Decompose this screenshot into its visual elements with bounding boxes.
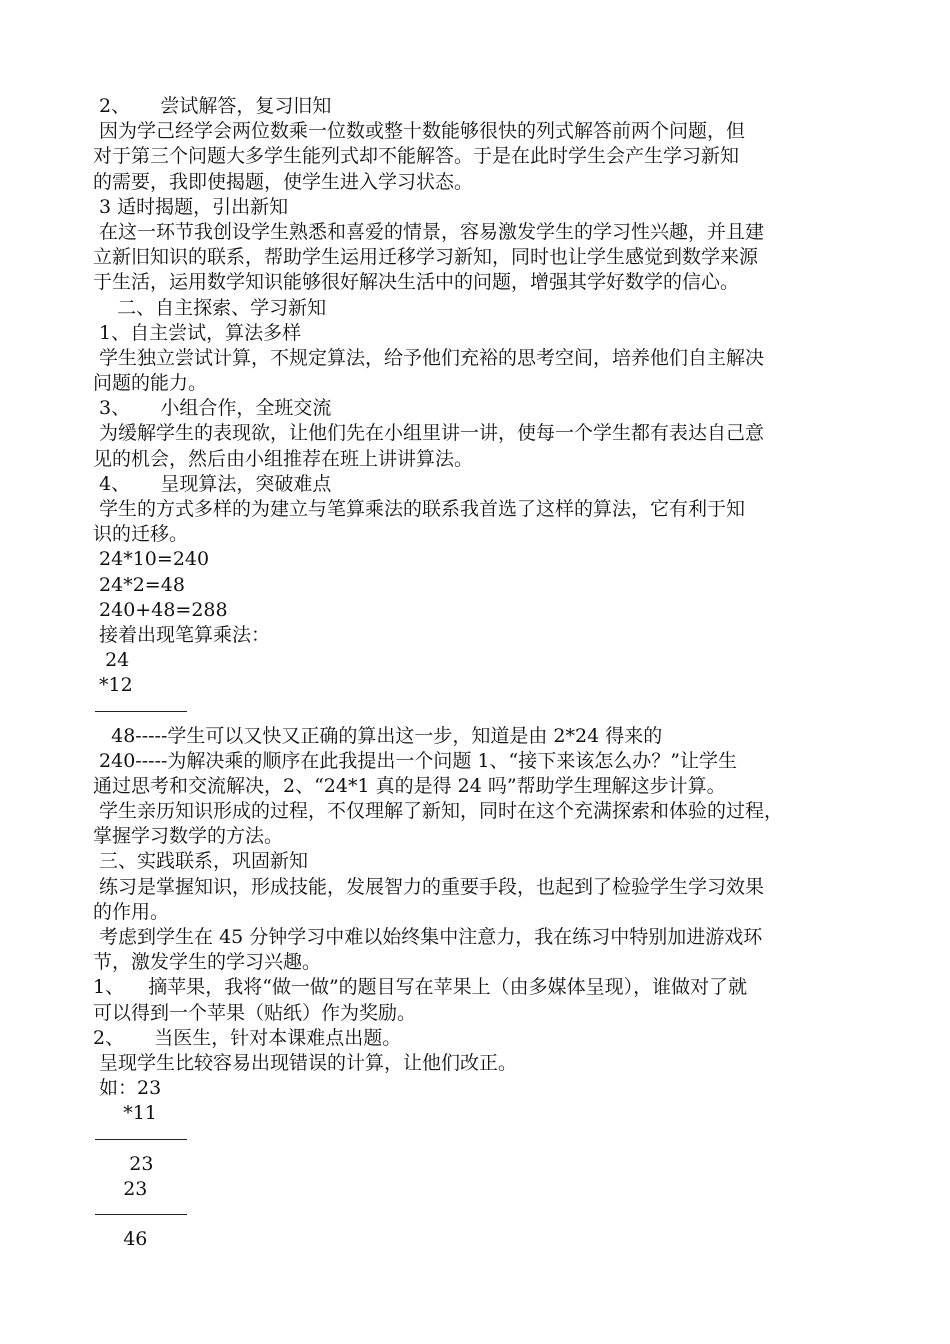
text-line: 24*2=48: [93, 573, 185, 596]
text-block-2: [93, 724, 873, 1127]
text-line: 2、 当医生，针对本课难点出题。: [93, 1026, 402, 1049]
text-line: 二、自主探索、学习新知: [93, 296, 327, 319]
text-block-1: [93, 94, 873, 699]
text-line: 问题的能力。: [93, 372, 208, 395]
text-line: 的作用。: [93, 900, 170, 923]
text-line: 240-----为解决乘的顺序在此我提出一个问题 1、“接下来该怎么办？”让学生: [93, 749, 737, 772]
text-line: 2、 尝试解答，复习旧知: [93, 95, 332, 117]
text-line: 接着出现笔算乘法：: [93, 623, 271, 646]
text-line: 在这一环节我创设学生熟悉和喜爱的情景，容易激发学生的学习性兴趣，并且建: [93, 220, 765, 243]
text-line: 通过思考和交流解决，2、“24*1 真的是得 24 吗”帮助学生理解这步计算。: [93, 774, 726, 797]
text-line: 如：23: [93, 1077, 162, 1100]
text-line: 46: [93, 1227, 148, 1250]
text-line: 48-----学生可以又快又正确的算出这一步，知道是由 2*24 得来的: [93, 724, 663, 747]
text-line: 立新旧知识的联系，帮助学生运用迁移学习新知，同时也让学生感觉到数学来源: [93, 246, 759, 269]
text-line: 3、 小组合作，全班交流: [93, 397, 332, 420]
text-block-3: [93, 1152, 873, 1202]
document-body: [93, 94, 873, 1252]
text-line: 掌握学习数学的方法。: [93, 825, 284, 848]
calculation-divider-2: [95, 1139, 187, 1140]
text-line: 23: [93, 1152, 154, 1175]
text-line: 三、实践联系，巩固新知: [93, 850, 309, 873]
text-line: 4、 呈现算法，突破难点: [93, 472, 332, 495]
text-line: 对于第三个问题大多学生能列式却不能解答。于是在此时学生会产生学习新知: [93, 145, 740, 168]
text-line: 1、 摘苹果，我将“做一做”的题目写在苹果上（由多媒体呈现），谁做对了就: [93, 976, 748, 999]
text-line: 学生的方式多样的为建立与笔算乘法的联系我首选了这样的算法，它有利于知: [93, 498, 746, 520]
text-line: 呈现学生比较容易出现错误的计算，让他们改正。: [93, 1051, 518, 1074]
text-line: *12: [93, 674, 133, 697]
text-line: 考虑到学生在 45 分钟学习中难以始终集中注意力，我在练习中特别加进游戏环: [93, 926, 763, 948]
text-line: 240+48=288: [93, 598, 228, 621]
text-block-4: [93, 1227, 873, 1252]
text-line: 23: [93, 1177, 148, 1200]
text-line: 24: [93, 649, 130, 672]
text-line: 1、自主尝试，算法多样: [93, 321, 302, 344]
text-line: 练习是掌握知识，形成技能，发展智力的重要手段，也起到了检验学生学习效果: [93, 875, 765, 898]
text-line: 的需要，我即使揭题，使学生进入学习状态。: [93, 170, 474, 193]
text-line: 24*10=240: [93, 548, 210, 571]
text-line: 于生活，运用数学知识能够很好解决生活中的问题，增强其学好数学的信心。: [93, 271, 740, 294]
text-line: 可以得到一个苹果（贴纸）作为奖励。: [93, 1001, 417, 1024]
text-line: 节，激发学生的学习兴趣。: [93, 951, 322, 974]
text-line: 为缓解学生的表现欲，让他们先在小组里讲一讲，使每一个学生都有表达自己意: [93, 422, 765, 445]
text-line: *11: [93, 1102, 157, 1125]
calculation-divider-3: [95, 1214, 187, 1215]
text-line: 识的迁移。: [93, 523, 189, 546]
text-line: 学生独立尝试计算，不规定算法，给予他们充裕的思考空间，培养他们自主解决: [93, 346, 765, 369]
calculation-divider-1: [95, 711, 187, 712]
text-line: 学生亲历知识形成的过程，不仅理解了新知，同时在这个充满探索和体验的过程，: [93, 800, 784, 823]
text-line: 3 适时揭题，引出新知: [93, 195, 289, 218]
text-line: 因为学己经学会两位数乘一位数或整十数能够很快的列式解答前两个问题，但: [93, 120, 746, 143]
text-line: 见的机会，然后由小组推荐在班上讲讲算法。: [93, 447, 474, 470]
